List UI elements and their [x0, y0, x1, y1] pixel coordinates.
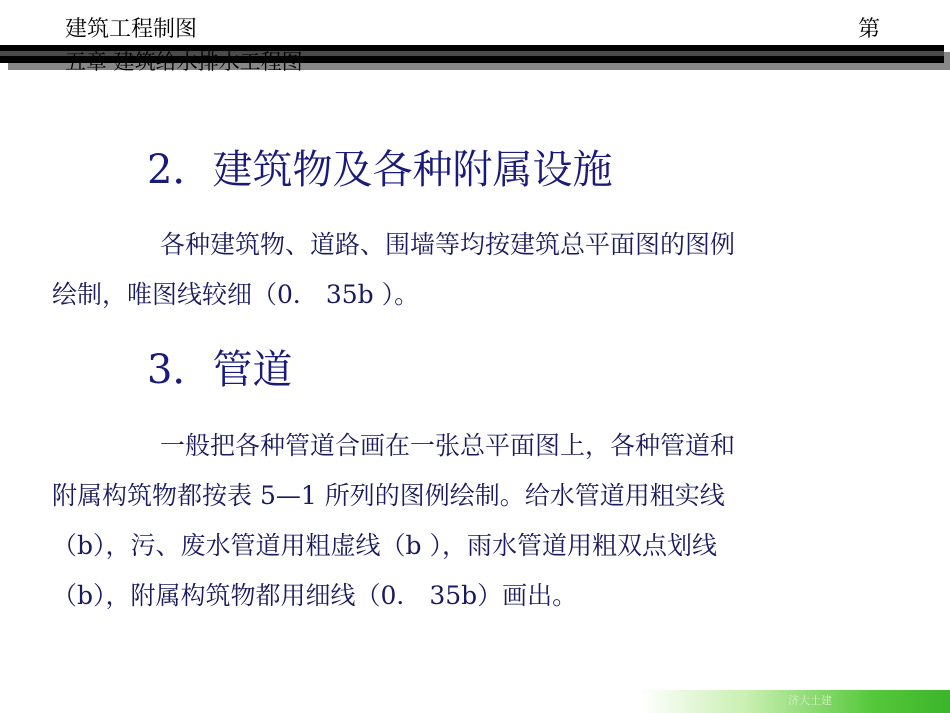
- paragraph-line: 绘制，唯图线较细（0． 35b ）。: [52, 280, 420, 309]
- paragraph-line: （b），附属构筑物都用细线（0． 35b）画出。: [52, 581, 578, 610]
- page-label: 第: [858, 17, 881, 42]
- section-heading-3: 3．管道: [147, 347, 293, 393]
- footer-school-label: 济大土建: [788, 694, 832, 707]
- section-3-paragraph: [52, 421, 912, 621]
- paragraph-line: （b），污、废水管道用粗虚线（b ），雨水管道用粗双点划线: [52, 531, 717, 560]
- paragraph-line: 一般把各种管道合画在一张总平面图上，各种管道和: [160, 431, 736, 460]
- section-2-paragraph: [52, 220, 912, 320]
- section-heading-2: 2．建筑物及各种附属设施: [147, 147, 613, 193]
- chapter-title: 五章 建筑给水排水工程图: [65, 50, 303, 74]
- course-title: 建筑工程制图: [65, 17, 198, 42]
- paragraph-line: 各种建筑物、道路、围墙等均按建筑总平面图的图例: [160, 230, 736, 259]
- paragraph-line: 附属构筑物都按表 5—1 所列的图例绘制。给水管道用粗实线: [52, 481, 725, 510]
